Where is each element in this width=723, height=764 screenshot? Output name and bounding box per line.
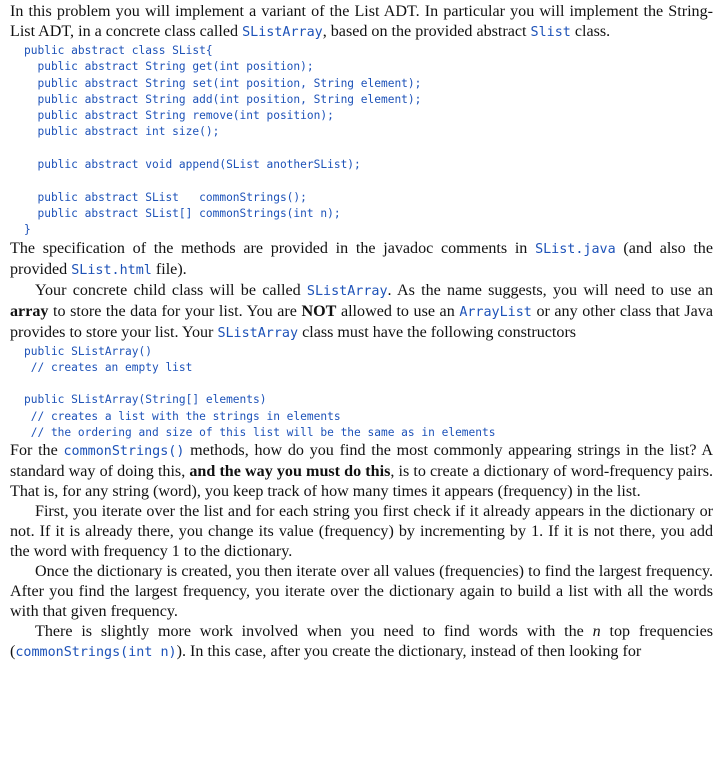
concrete-text-3: to store the data for your list. You are [48,302,302,320]
slist-code-line: public abstract String remove(int position); [24,109,334,123]
constructor-code-line: // the ordering and size of this list will be the same as in elements [24,426,496,440]
intro-text-2: , based on the provided abstract [322,23,531,40]
code-ref-slist-java: SList.java [535,241,616,257]
top-n-paragraph [10,622,713,663]
code-ref-commonstrings-n: commonStrings(int n) [15,645,177,661]
common-text-2: methods, how do you find the most commonly appearing strings in the list? A standard way of doing this, [10,442,713,481]
slist-code-line: public abstract String set(int position, String element); [24,76,422,90]
spec-text-1: The specification of the methods are provided in the javadoc comments in [10,239,536,257]
slist-code-line: public abstract String add(int position, String element); [24,92,422,106]
code-ref-arraylist: ArrayList [459,304,532,320]
slist-code-line: public abstract class SList{ [24,44,213,57]
spec-text-2: (and also the provided [10,239,713,278]
slist-code-line: } [24,223,31,237]
slist-code-line: public abstract SList[] commonStrings(int n); [24,206,341,220]
code-ref-commonstrings: commonStrings() [63,444,185,460]
first-step-paragraph: First, you iterate over the list and for each string you first check if it already appears in the dictionary or not. If it is already there, you change its value (frequency) by incrementing by 1. If it is not there, you add the word with frequency 1 to the dictionary. [10,503,713,561]
constructors-code [10,344,713,442]
intro-paragraph [10,2,713,43]
spec-paragraph [10,239,713,281]
concrete-text-4: allowed to use an [336,302,460,320]
code-ref-slist: Slist [530,25,571,40]
slist-code-line: public abstract String get(int position); [24,60,314,74]
concrete-text-6: class must have the following constructors [298,323,577,341]
slist-code-line: public abstract int size(); [24,125,220,139]
concrete-text-1: Your concrete child class will be called [35,281,307,299]
common-strings-paragraph [10,441,713,502]
code-ref-slistarray-2: SListArray [306,283,388,299]
slist-code-line: public abstract SList commonStrings(); [24,190,307,204]
spec-text-3: file). [151,260,187,278]
constructor-code-line: public SListArray() [24,344,152,358]
code-ref-slistarray: SListArray [242,25,323,40]
code-ref-slist-html: SList.html [71,262,152,278]
slist-abstract-class-code [10,43,713,239]
code-ref-slistarray-3: SListArray [217,325,299,341]
constructor-code-line: public SListArray(String[] elements) [24,393,267,407]
concrete-text-2: . As the name suggests, you will need to use an [387,281,713,299]
concrete-class-paragraph [10,281,713,344]
concrete-text-5: or any other class that Java provides to store your list. Your [10,302,713,341]
emphasis-must: and the way you must do this [189,463,391,481]
constructor-code-line: // creates an empty list [24,360,193,374]
emphasis-array: array [10,302,49,320]
emphasis-not: NOT [301,302,337,320]
intro-text-3: class. [570,23,611,40]
common-text-1: For the [10,442,64,460]
more-text-1: There is slightly more work involved when you need to find words with the [35,623,593,641]
document-page [10,2,713,663]
more-text-3: ). In this case, after you create the dictionary, instead of then looking for [176,643,642,661]
dictionary-created-paragraph: Once the dictionary is created, you then iterate over all values (frequencies) to find the largest frequency. After you find the largest frequency, you iterate over the dictionary again to build a list with all the words with that given frequency. [10,563,713,621]
intro-text-1: In this problem you will implement a variant of the List ADT. In particular you will implement the String-List ADT, in a concrete class called [10,3,713,40]
common-text-3: , is to create a dictionary of word-frequency pairs. That is, for any string (word), you keep track of how many times it appears (frequency) in the list. [10,463,713,501]
slist-code-line: public abstract void append(SList anotherSList); [24,158,361,172]
constructor-code-line: // creates a list with the strings in elements [24,409,341,423]
more-text-2: top frequencies ( [10,623,713,661]
italic-n: n [592,623,601,641]
